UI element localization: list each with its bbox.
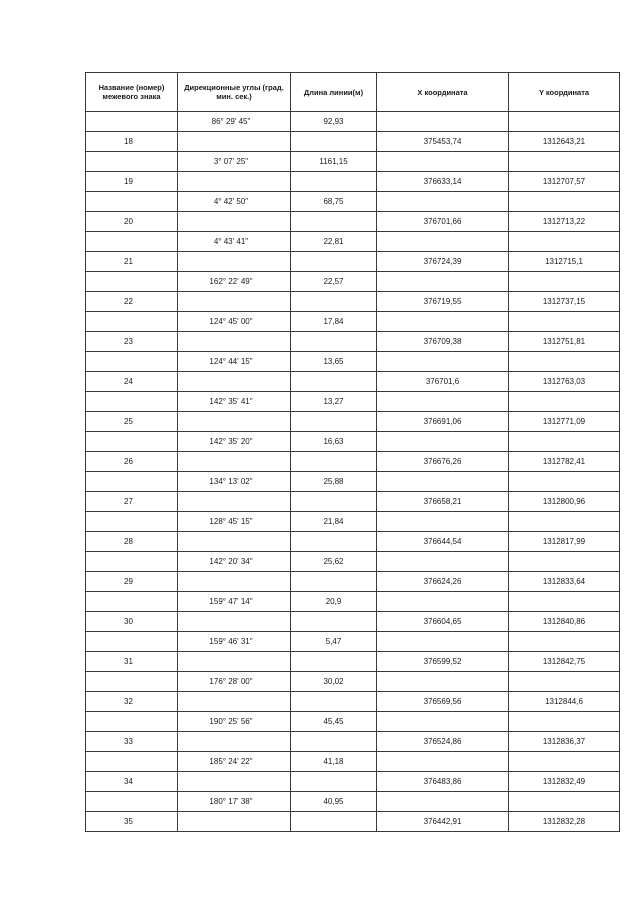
cell-marker-name	[86, 432, 178, 452]
cell-line-length: 92,93	[291, 112, 377, 132]
table-row-point	[86, 132, 620, 152]
table-body	[86, 112, 620, 832]
cell-x-coordinate: 376599,52	[377, 652, 509, 672]
cell-x-coordinate: 376709,38	[377, 332, 509, 352]
table-row-point	[86, 372, 620, 392]
table-row-point	[86, 732, 620, 752]
cell-line-length: 40,95	[291, 792, 377, 812]
cell-marker-name	[86, 192, 178, 212]
table-header-row	[86, 73, 620, 112]
cell-direction-angle: 180° 17' 38"	[178, 792, 291, 812]
cell-x-coordinate: 375453,74	[377, 132, 509, 152]
boundary-coordinates-table	[85, 72, 620, 832]
table-row-segment	[86, 792, 620, 812]
table-row-point	[86, 492, 620, 512]
cell-marker-name: 28	[86, 532, 178, 552]
cell-direction-angle	[178, 612, 291, 632]
table-row-point	[86, 692, 620, 712]
cell-direction-angle	[178, 652, 291, 672]
cell-x-coordinate: 376442,91	[377, 812, 509, 832]
cell-y-coordinate	[509, 112, 620, 132]
header-x-coordinate: X координата	[377, 73, 509, 112]
table-row-point	[86, 332, 620, 352]
cell-line-length: 20,9	[291, 592, 377, 612]
cell-y-coordinate	[509, 712, 620, 732]
cell-line-length: 22,81	[291, 232, 377, 252]
cell-y-coordinate	[509, 392, 620, 412]
cell-direction-angle: 128° 45' 15"	[178, 512, 291, 532]
cell-marker-name: 25	[86, 412, 178, 432]
table-row-point	[86, 612, 620, 632]
header-marker-name: Название (номер) межевого знака	[86, 73, 178, 112]
cell-x-coordinate: 376624,26	[377, 572, 509, 592]
cell-x-coordinate	[377, 792, 509, 812]
cell-marker-name: 20	[86, 212, 178, 232]
cell-line-length	[291, 612, 377, 632]
table-row-segment	[86, 112, 620, 132]
cell-line-length: 25,62	[291, 552, 377, 572]
cell-x-coordinate	[377, 272, 509, 292]
cell-x-coordinate: 376701,66	[377, 212, 509, 232]
cell-direction-angle: 190° 25' 56"	[178, 712, 291, 732]
cell-x-coordinate	[377, 312, 509, 332]
cell-marker-name	[86, 592, 178, 612]
cell-y-coordinate: 1312842,75	[509, 652, 620, 672]
cell-marker-name: 18	[86, 132, 178, 152]
cell-y-coordinate: 1312832,49	[509, 772, 620, 792]
cell-x-coordinate: 376701,6	[377, 372, 509, 392]
table-row-point	[86, 532, 620, 552]
cell-y-coordinate: 1312751,81	[509, 332, 620, 352]
cell-line-length	[291, 452, 377, 472]
cell-direction-angle	[178, 692, 291, 712]
header-line-length: Длина линии(м)	[291, 73, 377, 112]
cell-line-length: 17,84	[291, 312, 377, 332]
table-row-segment	[86, 432, 620, 452]
cell-direction-angle: 176° 28' 00"	[178, 672, 291, 692]
cell-y-coordinate: 1312763,03	[509, 372, 620, 392]
cell-y-coordinate: 1312713,22	[509, 212, 620, 232]
cell-direction-angle: 159° 46' 31"	[178, 632, 291, 652]
cell-line-length: 68,75	[291, 192, 377, 212]
table-row-point	[86, 812, 620, 832]
cell-y-coordinate	[509, 312, 620, 332]
cell-line-length	[291, 212, 377, 232]
cell-marker-name: 34	[86, 772, 178, 792]
cell-direction-angle: 4° 42' 50"	[178, 192, 291, 212]
cell-marker-name	[86, 752, 178, 772]
table-row-point	[86, 652, 620, 672]
table-row-segment	[86, 592, 620, 612]
cell-y-coordinate	[509, 512, 620, 532]
table-row-segment	[86, 472, 620, 492]
cell-marker-name	[86, 392, 178, 412]
cell-line-length: 41,18	[291, 752, 377, 772]
table-row-segment	[86, 632, 620, 652]
cell-x-coordinate	[377, 632, 509, 652]
cell-x-coordinate	[377, 472, 509, 492]
cell-direction-angle: 185° 24' 22"	[178, 752, 291, 772]
cell-direction-angle: 3° 07' 25"	[178, 152, 291, 172]
cell-marker-name: 31	[86, 652, 178, 672]
cell-x-coordinate: 376719,55	[377, 292, 509, 312]
cell-direction-angle: 4° 43' 41"	[178, 232, 291, 252]
cell-y-coordinate	[509, 432, 620, 452]
cell-line-length: 25,88	[291, 472, 377, 492]
cell-marker-name	[86, 712, 178, 732]
cell-y-coordinate: 1312844,6	[509, 692, 620, 712]
cell-y-coordinate: 1312715,1	[509, 252, 620, 272]
cell-x-coordinate: 376633,14	[377, 172, 509, 192]
cell-line-length	[291, 412, 377, 432]
cell-direction-angle: 142° 20' 34"	[178, 552, 291, 572]
cell-line-length: 45,45	[291, 712, 377, 732]
cell-line-length: 13,27	[291, 392, 377, 412]
table-row-segment	[86, 192, 620, 212]
table-row-segment	[86, 352, 620, 372]
cell-direction-angle: 142° 35' 20"	[178, 432, 291, 452]
cell-x-coordinate	[377, 712, 509, 732]
cell-line-length: 22,57	[291, 272, 377, 292]
cell-y-coordinate	[509, 232, 620, 252]
cell-line-length	[291, 652, 377, 672]
cell-marker-name	[86, 552, 178, 572]
cell-y-coordinate: 1312782,41	[509, 452, 620, 472]
table-row-point	[86, 452, 620, 472]
cell-x-coordinate: 376644,54	[377, 532, 509, 552]
cell-x-coordinate	[377, 152, 509, 172]
cell-y-coordinate: 1312817,99	[509, 532, 620, 552]
cell-y-coordinate: 1312771,09	[509, 412, 620, 432]
cell-y-coordinate	[509, 272, 620, 292]
cell-direction-angle	[178, 252, 291, 272]
cell-marker-name	[86, 792, 178, 812]
cell-line-length	[291, 372, 377, 392]
cell-direction-angle	[178, 772, 291, 792]
header-y-coordinate: Y координата	[509, 73, 620, 112]
cell-direction-angle	[178, 372, 291, 392]
cell-y-coordinate	[509, 472, 620, 492]
cell-y-coordinate	[509, 352, 620, 372]
table-row-point	[86, 412, 620, 432]
cell-marker-name: 32	[86, 692, 178, 712]
cell-direction-angle: 86° 29' 45"	[178, 112, 291, 132]
cell-direction-angle: 162° 22' 49"	[178, 272, 291, 292]
cell-x-coordinate	[377, 552, 509, 572]
cell-line-length	[291, 772, 377, 792]
cell-y-coordinate: 1312643,21	[509, 132, 620, 152]
cell-direction-angle: 159° 47' 14"	[178, 592, 291, 612]
cell-y-coordinate: 1312833,64	[509, 572, 620, 592]
cell-line-length	[291, 252, 377, 272]
table-row-segment	[86, 272, 620, 292]
cell-x-coordinate	[377, 112, 509, 132]
cell-x-coordinate	[377, 592, 509, 612]
cell-line-length: 5,47	[291, 632, 377, 652]
table-row-segment	[86, 712, 620, 732]
cell-line-length	[291, 572, 377, 592]
cell-marker-name: 35	[86, 812, 178, 832]
cell-marker-name	[86, 152, 178, 172]
cell-marker-name	[86, 352, 178, 372]
cell-line-length	[291, 532, 377, 552]
cell-y-coordinate: 1312800,96	[509, 492, 620, 512]
table-row-segment	[86, 312, 620, 332]
table-row-point	[86, 292, 620, 312]
cell-marker-name: 33	[86, 732, 178, 752]
table-row-point	[86, 252, 620, 272]
cell-x-coordinate	[377, 432, 509, 452]
cell-y-coordinate	[509, 672, 620, 692]
table-row-segment	[86, 672, 620, 692]
cell-direction-angle	[178, 492, 291, 512]
cell-marker-name	[86, 112, 178, 132]
cell-line-length	[291, 292, 377, 312]
cell-line-length	[291, 812, 377, 832]
cell-line-length	[291, 132, 377, 152]
cell-y-coordinate	[509, 152, 620, 172]
table-row-segment	[86, 152, 620, 172]
header-direction-angle: Дирекционные углы (град. мин. сек.)	[178, 73, 291, 112]
cell-marker-name	[86, 512, 178, 532]
cell-y-coordinate	[509, 192, 620, 212]
cell-line-length: 30,02	[291, 672, 377, 692]
cell-direction-angle	[178, 572, 291, 592]
cell-marker-name: 22	[86, 292, 178, 312]
cell-x-coordinate	[377, 192, 509, 212]
cell-marker-name: 27	[86, 492, 178, 512]
cell-line-length: 21,84	[291, 512, 377, 532]
cell-direction-angle: 142° 35' 41"	[178, 392, 291, 412]
table-row-segment	[86, 512, 620, 532]
cell-direction-angle	[178, 212, 291, 232]
table-row-segment	[86, 392, 620, 412]
cell-y-coordinate: 1312832,28	[509, 812, 620, 832]
cell-marker-name	[86, 312, 178, 332]
cell-x-coordinate: 376658,21	[377, 492, 509, 512]
cell-line-length	[291, 492, 377, 512]
cell-marker-name	[86, 272, 178, 292]
cell-line-length: 1161,15	[291, 152, 377, 172]
cell-direction-angle	[178, 532, 291, 552]
cell-marker-name: 23	[86, 332, 178, 352]
cell-direction-angle: 124° 45' 00"	[178, 312, 291, 332]
cell-marker-name	[86, 672, 178, 692]
table-row-point	[86, 572, 620, 592]
cell-marker-name: 26	[86, 452, 178, 472]
cell-x-coordinate	[377, 392, 509, 412]
cell-x-coordinate: 376676,26	[377, 452, 509, 472]
table-row-segment	[86, 232, 620, 252]
cell-marker-name: 19	[86, 172, 178, 192]
cell-y-coordinate: 1312737,15	[509, 292, 620, 312]
cell-direction-angle	[178, 412, 291, 432]
cell-line-length: 16,63	[291, 432, 377, 452]
cell-line-length	[291, 692, 377, 712]
table-row-segment	[86, 752, 620, 772]
cell-direction-angle: 134° 13' 02"	[178, 472, 291, 492]
cell-x-coordinate: 376691,06	[377, 412, 509, 432]
cell-y-coordinate: 1312840,86	[509, 612, 620, 632]
cell-marker-name: 29	[86, 572, 178, 592]
cell-x-coordinate: 376604,65	[377, 612, 509, 632]
cell-y-coordinate	[509, 552, 620, 572]
cell-x-coordinate: 376724,39	[377, 252, 509, 272]
cell-marker-name: 21	[86, 252, 178, 272]
cell-direction-angle	[178, 732, 291, 752]
table-row-segment	[86, 552, 620, 572]
cell-marker-name	[86, 472, 178, 492]
cell-x-coordinate: 376569,56	[377, 692, 509, 712]
cell-direction-angle	[178, 812, 291, 832]
cell-x-coordinate	[377, 232, 509, 252]
cell-x-coordinate	[377, 672, 509, 692]
cell-line-length	[291, 332, 377, 352]
cell-y-coordinate	[509, 592, 620, 612]
cell-x-coordinate	[377, 512, 509, 532]
cell-x-coordinate	[377, 752, 509, 772]
cell-x-coordinate: 376483,86	[377, 772, 509, 792]
cell-direction-angle	[178, 172, 291, 192]
cell-y-coordinate: 1312836,37	[509, 732, 620, 752]
cell-line-length	[291, 732, 377, 752]
cell-y-coordinate	[509, 752, 620, 772]
cell-direction-angle	[178, 452, 291, 472]
cell-marker-name	[86, 632, 178, 652]
cell-line-length	[291, 172, 377, 192]
cell-x-coordinate	[377, 352, 509, 372]
cell-marker-name: 24	[86, 372, 178, 392]
table-row-point	[86, 172, 620, 192]
cell-y-coordinate: 1312707,57	[509, 172, 620, 192]
cell-marker-name: 30	[86, 612, 178, 632]
cell-y-coordinate	[509, 632, 620, 652]
cell-direction-angle	[178, 332, 291, 352]
cell-x-coordinate: 376524,86	[377, 732, 509, 752]
cell-direction-angle	[178, 132, 291, 152]
cell-direction-angle	[178, 292, 291, 312]
cell-line-length: 13,65	[291, 352, 377, 372]
cell-marker-name	[86, 232, 178, 252]
cell-direction-angle: 124° 44' 15"	[178, 352, 291, 372]
cell-y-coordinate	[509, 792, 620, 812]
table-row-point	[86, 772, 620, 792]
table-row-point	[86, 212, 620, 232]
